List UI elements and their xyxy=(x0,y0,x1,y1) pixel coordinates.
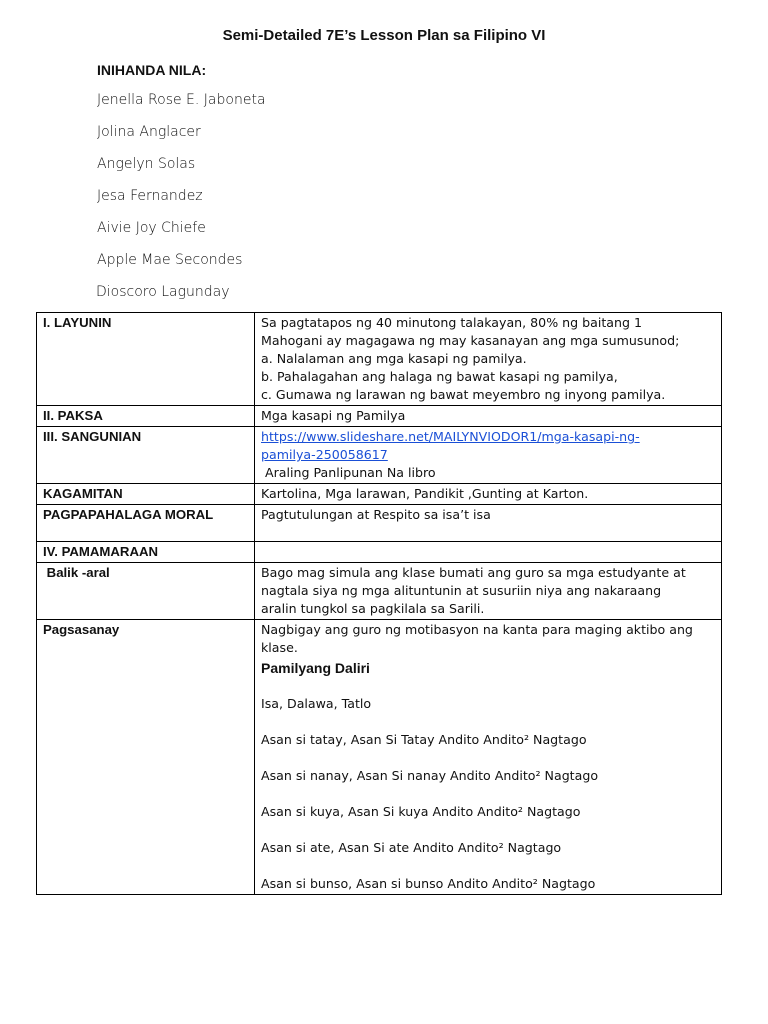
prepared-by-label: INIHANDA NILA: xyxy=(97,62,207,78)
reference-link-continuation[interactable]: pamilya-250058617 xyxy=(261,447,388,462)
song-line: Asan si tatay, Asan Si Tatay Andito Andito² Nagtago xyxy=(261,732,587,747)
pamamaraan-content xyxy=(255,542,722,563)
pagpapahalaga-content: Pagtutulungan at Respito sa isa’t isa xyxy=(255,505,722,542)
song-title: Pamilyang Daliri xyxy=(261,660,370,676)
layunin-line: c. Gumawa ng larawan ng bawat meyembro ng inyong pamilya. xyxy=(261,387,666,402)
pagsasanay-intro-line: Nagbigay ang guro ng motibasyon na kanta para maging aktibo ang xyxy=(261,622,693,637)
table-row xyxy=(37,542,722,563)
row-label-pagsasanay: Pagsasanay xyxy=(37,620,255,895)
author-name: Apple Mae Secondes xyxy=(97,252,243,268)
author-name: Angelyn Solas xyxy=(97,156,196,172)
row-label-layunin: I. LAYUNIN xyxy=(37,313,255,406)
table-row xyxy=(37,563,722,620)
table-row xyxy=(37,484,722,505)
layunin-line: a. Nalalaman ang mga kasapi ng pamilya. xyxy=(261,351,527,366)
author-name: Dioscoro Lagunday xyxy=(96,284,230,300)
layunin-line: Sa pagtatapos ng 40 minutong talakayan, 80% ng baitang 1 xyxy=(261,315,643,330)
table-row xyxy=(37,505,722,542)
reference-book: Araling Panlipunan Na libro xyxy=(261,465,436,480)
author-name: Aivie Joy Chiefe xyxy=(97,220,206,236)
balik-aral-line: Bago mag simula ang klase bumati ang guro sa mga estudyante at xyxy=(261,565,686,580)
row-label-balik-aral: Balik -aral xyxy=(37,563,255,620)
layunin-content xyxy=(255,313,722,406)
table-row xyxy=(37,620,722,895)
song-line: Isa, Dalawa, Tatlo xyxy=(261,696,372,711)
pagsasanay-intro-line: klase. xyxy=(261,640,298,655)
song-line: Asan si kuya, Asan Si kuya Andito Andito² Nagtago xyxy=(261,804,581,819)
kagamitan-content: Kartolina, Mga larawan, Pandikit ,Gunting at Karton. xyxy=(255,484,722,505)
row-label-sangunian: III. SANGUNIAN xyxy=(37,427,255,484)
table-row xyxy=(37,427,722,484)
table-row xyxy=(37,313,722,406)
sangunian-content xyxy=(255,427,722,484)
layunin-line: Mahogani ay magagawa ng may kasanayan ang mga sumusunod; xyxy=(261,333,680,348)
layunin-line: b. Pahalagahan ang halaga ng bawat kasapi ng pamilya, xyxy=(261,369,618,384)
balik-aral-line: aralin tungkol sa pagkilala sa Sarili. xyxy=(261,601,485,616)
paksa-content: Mga kasapi ng Pamilya xyxy=(255,406,722,427)
row-label-pamamaraan: IV. PAMAMARAAN xyxy=(37,542,255,563)
row-label-paksa: II. PAKSA xyxy=(37,406,255,427)
song-line: Asan si nanay, Asan Si nanay Andito Andito² Nagtago xyxy=(261,768,599,783)
table-row xyxy=(37,406,722,427)
reference-link[interactable]: https://www.slideshare.net/MAILYNVIODOR1/mga-kasapi-ng- xyxy=(261,429,640,444)
author-name: Jenella Rose E. Jaboneta xyxy=(97,92,266,108)
author-name: Jolina Anglacer xyxy=(97,124,201,140)
row-label-kagamitan: KAGAMITAN xyxy=(37,484,255,505)
song-line: Asan si bunso, Asan si bunso Andito Andito² Nagtago xyxy=(261,876,596,891)
document-title: Semi-Detailed 7E’s Lesson Plan sa Filipino VI xyxy=(222,27,546,44)
author-name: Jesa Fernandez xyxy=(97,188,203,204)
balik-aral-content xyxy=(255,563,722,620)
pagsasanay-content xyxy=(255,620,722,895)
row-label-pagpapahalaga: PAGPAPAHALAGA MORAL xyxy=(37,505,255,542)
lesson-plan-table xyxy=(36,312,722,895)
song-line: Asan si ate, Asan Si ate Andito Andito² Nagtago xyxy=(261,840,562,855)
balik-aral-line: nagtala siya ng mga alituntunin at susuriin niya ang nakaraang xyxy=(261,583,662,598)
